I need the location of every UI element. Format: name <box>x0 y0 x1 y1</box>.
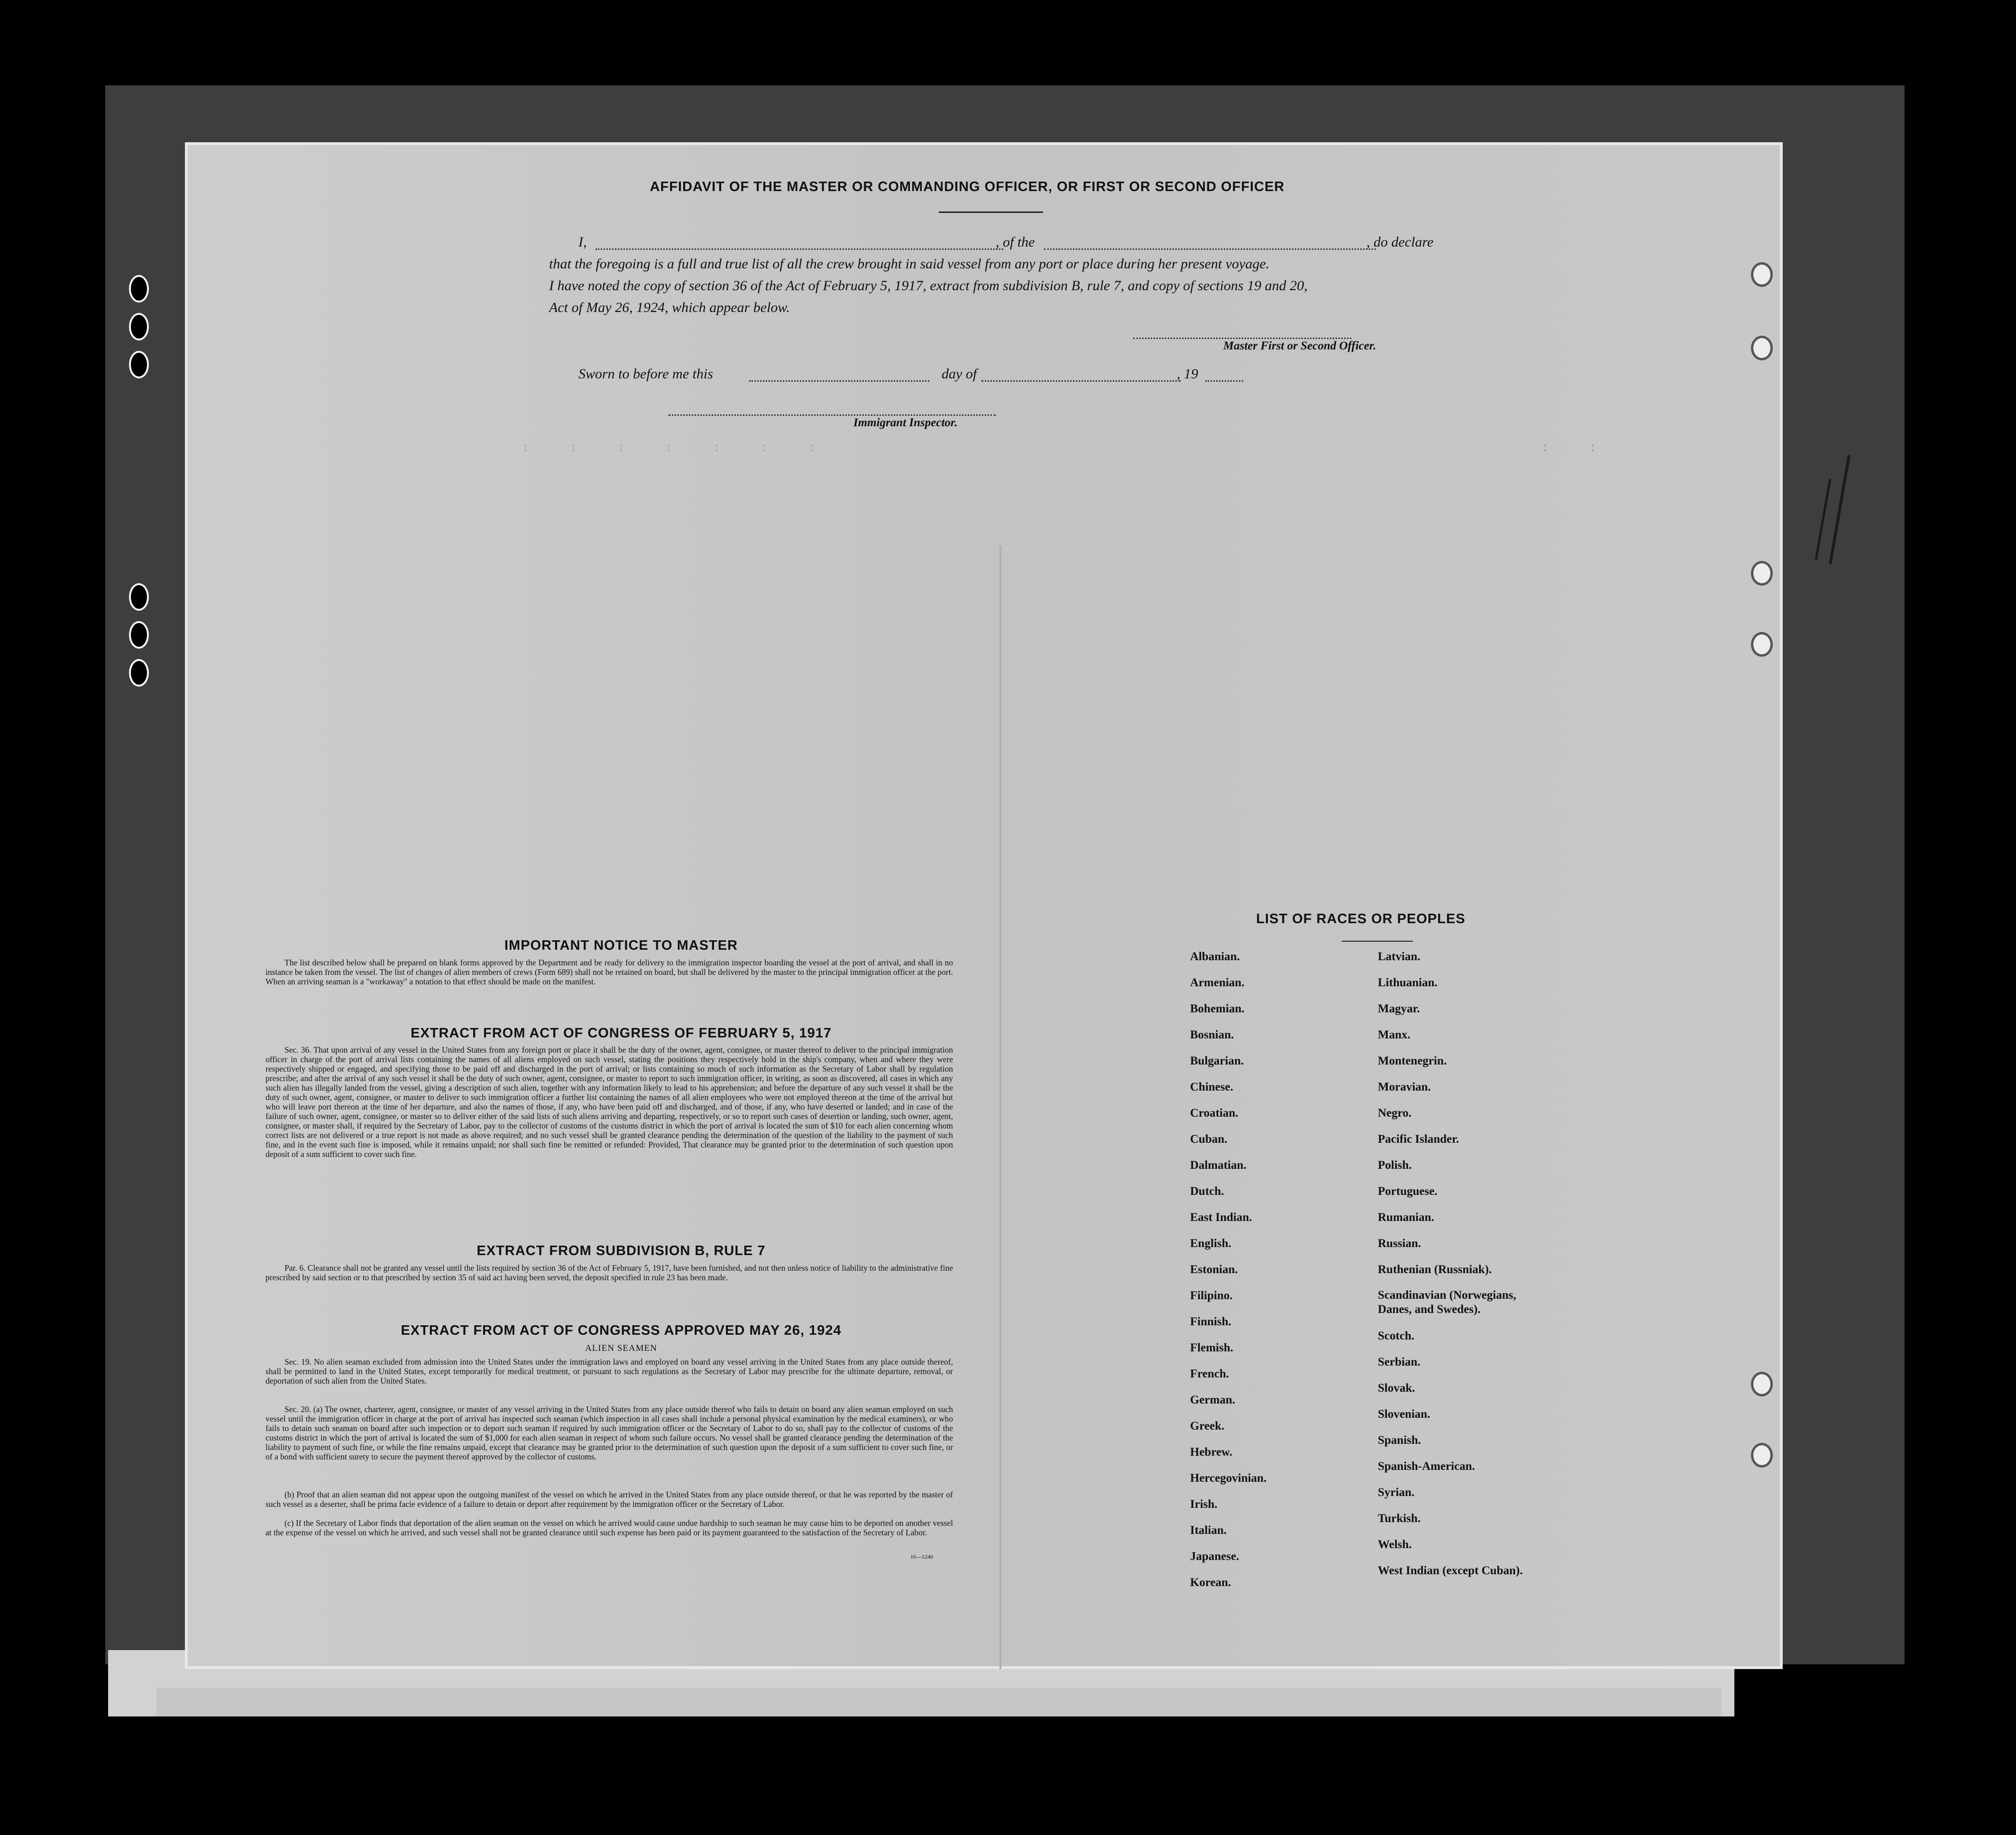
race-item: Scotch. <box>1378 1330 1415 1342</box>
form-number: 16—1240 <box>910 1553 933 1560</box>
of-the-label: , of the <box>996 234 1035 250</box>
extract1924-subtitle: ALIEN SEAMEN <box>585 1343 657 1353</box>
affidavit-line3: I have noted the copy of section 36 of the Act of February 5, 1917, extract from subdivision B, rule 7, and copy of sections 19 and 20, <box>549 278 1308 294</box>
punch-hole <box>1751 1372 1773 1396</box>
master-caption: Master First or Second Officer. <box>1223 339 1376 352</box>
master-signature-blank[interactable] <box>1133 338 1351 339</box>
title-rule <box>939 211 1043 213</box>
race-item: Negro. <box>1378 1107 1412 1119</box>
race-item: Scandinavian (Norwegians, <box>1378 1289 1516 1302</box>
race-item: Albanian. <box>1190 950 1240 963</box>
section-20b: (b) Proof that an alien seaman did not appear upon the outgoing manifest of the vessel on which he arrived in the United States from any place outside thereof, or that he was reported by the master of such vessel as a deserter, shall be prima facie evidence of a failure to detain or deport after requirement by the immigration officer or the Secretary of Labor. <box>266 1490 953 1509</box>
race-item: Dutch. <box>1190 1185 1224 1198</box>
race-item: Pacific Islander. <box>1378 1133 1459 1146</box>
race-item: Bulgarian. <box>1190 1055 1244 1067</box>
races-rule <box>1342 941 1413 942</box>
affidavit-line1 <box>578 231 1451 253</box>
race-item: West Indian (except Cuban). <box>1378 1564 1523 1577</box>
race-item: Filipino. <box>1190 1289 1233 1302</box>
month-blank[interactable] <box>981 380 1181 382</box>
sworn-line <box>578 363 1242 385</box>
i-label: I, <box>578 234 587 250</box>
race-item: Bosnian. <box>1190 1028 1234 1041</box>
race-item: Greek. <box>1190 1420 1225 1432</box>
race-item: Cuban. <box>1190 1133 1228 1146</box>
section-20a: Sec. 20. (a) The owner, charterer, agent, consignee, or master of any vessel arriving in the United States from any place outside thereof who fails to detain on board any alien seaman employed on such vessel until the immigration officer in charge at the port of arrival has inspected such seaman (which inspection in all cases shall include a personal physical examination by the medical examiners), or who fails to detain such seaman on board after such inspection or to deport such seaman if required by such immigration officer or the Secretary of Labor to do so, shall pay to the collector of customs of the customs district in which the port of arrival is located the sum of $1,000 for each alien seaman in respect of whom such failure occurs. No vessel shall be granted clearance pending the determination of the liability to payment of such fine, or while the fine remains unpaid, except that clearance may be granted prior to the determination of such question upon the deposit of a sum sufficient to cover such fine, or of a bond with sufficient surety to secure the payment thereof approved by the collector of customs. <box>266 1404 953 1461</box>
race-item: German. <box>1190 1394 1236 1406</box>
race-item: Russian. <box>1378 1237 1421 1250</box>
rule7-title: EXTRACT FROM SUBDIVISION B, RULE 7 <box>477 1243 766 1258</box>
inspector-caption: Immigrant Inspector. <box>853 416 958 429</box>
punch-hole <box>1751 632 1773 657</box>
races-title: LIST OF RACES OR PEOPLES <box>1256 911 1466 927</box>
rule7-body: Par. 6. Clearance shall not be granted any vessel until the lists required by section 36 of the Act of February 5, 1917, have been furnished, and not then unless notice of liability to the administrative fine prescribed by said section or to that prescribed by section 35 of said act having been served, the deposit specified in rule 23 has been made. <box>266 1263 953 1282</box>
year-blank[interactable] <box>1205 380 1243 382</box>
notice-title: IMPORTANT NOTICE TO MASTER <box>504 938 738 953</box>
binder-hole <box>129 621 149 649</box>
binder-hole <box>129 583 149 611</box>
year-label: , 19 <box>1177 366 1198 382</box>
race-item: Serbian. <box>1378 1356 1420 1368</box>
race-item: Polish. <box>1378 1159 1412 1172</box>
day-of-label: day of <box>942 366 977 382</box>
race-item: Turkish. <box>1378 1512 1421 1525</box>
race-item: East Indian. <box>1190 1211 1252 1224</box>
race-item: Dalmatian. <box>1190 1159 1246 1172</box>
race-item: Korean. <box>1190 1576 1231 1589</box>
race-item: Croatian. <box>1190 1107 1238 1119</box>
race-item: Hercegovinian. <box>1190 1472 1267 1485</box>
section-19: Sec. 19. No alien seaman excluded from admission into the United States under the immigration laws and employed on board any vessel arriving in the United States from any place outside thereof, shall be permitted to land in the United States, except temporarily for medical treatment, or pursuant to such regulations as the Secretary of Labor may prescribe for the ultimate departure, removal, or deportation of such alien from the United States. <box>266 1357 953 1385</box>
race-item: Finnish. <box>1190 1315 1231 1328</box>
pencil-mark <box>1802 450 1868 574</box>
page-fold <box>999 545 1001 1669</box>
affidavit-title: AFFIDAVIT OF THE MASTER OR COMMANDING OFFICER, OR FIRST OR SECOND OFFICER <box>650 179 1285 194</box>
race-item: Italian. <box>1190 1524 1227 1537</box>
race-item: Syrian. <box>1378 1486 1415 1499</box>
rear-sheet-edge <box>156 1688 1721 1716</box>
extract1917-title: EXTRACT FROM ACT OF CONGRESS OF FEBRUARY 5, 1917 <box>410 1026 832 1041</box>
race-item: Spanish-American. <box>1378 1460 1475 1473</box>
race-item: Estonian. <box>1190 1263 1238 1276</box>
section-20c: (c) If the Secretary of Labor finds that deportation of the alien seaman on the vessel on which he arrived would cause undue hardship to such seaman he may cause him to be deported on another vessel at the expense of the vessel on which he arrived, and such vessel shall not be granted clearance until such expense has been paid or its payment guaranteed to the satisfaction of the Secretary of Labor. <box>266 1518 953 1537</box>
name-blank[interactable] <box>596 248 1003 250</box>
race-item: Manx. <box>1378 1028 1411 1041</box>
race-item: Hebrew. <box>1190 1446 1233 1459</box>
sworn-label: Sworn to before me this <box>578 366 713 382</box>
race-item: Irish. <box>1190 1498 1218 1511</box>
race-item: Welsh. <box>1378 1538 1412 1551</box>
vessel-blank[interactable] <box>1044 248 1376 250</box>
binder-hole <box>129 275 149 303</box>
race-item: Latvian. <box>1378 950 1420 963</box>
punch-hole <box>1751 1443 1773 1468</box>
punch-hole <box>1751 336 1773 360</box>
show-through-text: : : <box>1541 441 1597 456</box>
notice-body: The list described below shall be prepared on blank forms approved by the Department and be ready for delivery to the immigration inspector boarding the vessel at the port of arrival, and shall in no instance be taken from the vessel. The list of changes of alien members of crews (Form 689) shall not be retained on board, but shall be delivered by the master to the principal immigration officer at the port. When an arriving seaman is a "workaway" a notation to that effect should be made on the manifest. <box>266 958 953 986</box>
race-item: Magyar. <box>1378 1002 1420 1015</box>
race-item: Rumanian. <box>1378 1211 1434 1224</box>
binder-hole <box>129 313 149 340</box>
race-item: Bohemian. <box>1190 1002 1245 1015</box>
race-item: Chinese. <box>1190 1081 1233 1093</box>
race-item: Slovenian. <box>1378 1408 1430 1421</box>
affidavit-line4: Act of May 26, 1924, which appear below. <box>549 300 790 315</box>
race-item: Ruthenian (Russniak). <box>1378 1263 1492 1276</box>
race-item: Armenian. <box>1190 976 1245 989</box>
race-item: Japanese. <box>1190 1550 1239 1563</box>
race-item: Flemish. <box>1190 1341 1233 1354</box>
race-item: Lithuanian. <box>1378 976 1438 989</box>
binder-hole <box>129 351 149 378</box>
punch-hole <box>1751 561 1773 586</box>
binder-hole <box>129 659 149 687</box>
race-item: Spanish. <box>1378 1434 1421 1447</box>
race-item: Danes, and Swedes). <box>1378 1303 1481 1316</box>
do-declare-label: , do declare <box>1366 234 1434 250</box>
show-through-text: : : : : : : : <box>522 441 816 456</box>
inspector-signature-blank[interactable] <box>669 414 996 416</box>
affidavit-line2: that the foregoing is a full and true list of all the crew brought in said vessel from any port or place during her present voyage. <box>549 256 1270 272</box>
race-item: English. <box>1190 1237 1231 1250</box>
race-item: Moravian. <box>1378 1081 1431 1093</box>
races-right-column <box>1378 944 1643 1584</box>
race-item: Slovak. <box>1378 1382 1415 1395</box>
punch-hole <box>1751 262 1773 287</box>
race-item: French. <box>1190 1367 1229 1380</box>
race-item: Montenegrin. <box>1378 1055 1447 1067</box>
race-item: Portuguese. <box>1378 1185 1438 1198</box>
extract1924-title: EXTRACT FROM ACT OF CONGRESS APPROVED MAY 26, 1924 <box>401 1323 842 1338</box>
extract1917-body: Sec. 36. That upon arrival of any vessel in the United States from any foreign port or place it shall be the duty of the owner, agent, consignee, or master thereof to deliver to the principal immigration officer in charge of the port of arrival lists containing the names of all aliens employed on such vessel, stating the positions they respectively hold in the ship's company, when and where they were respectively shipped or engaged, and specifying those to be paid off and discharged in the port of arrival; or lists containing so much of such information as the Secretary of Labor shall by regulation prescribe; and after the arrival of any such vessel it shall be the duty of such owner, agent, consignee, or master to report to such immigration officer, in writing, as soon as discovered, all cases in which any such alien has illegally landed from the vessel, giving a description of such alien, together with any information likely to lead to his apprehension; and before the departure of any such vessel it shall be the duty of such owner, agent, consignee, or master to deliver to such immigration officer a further list containing the names of all alien employees who were not employed thereon at the time of the arrival but who will leave port thereon at the time of her departure, and also the names of those, if any, who have been paid off and discharged, and of those, if any, who have deserted or landed; and in case of the failure of such owner, agent, consignee, or master so to deliver either of the said lists of such aliens arriving and departing, respectively, or so to report such cases of desertion or landing, such owner, agent, consignee, or master shall, if required by the Secretary of Labor, pay to the collector of customs of the customs district in which the port of arrival is located the sum of $10 for each alien concerning whom correct lists are not delivered or a true report is not made as above required; and no such vessel shall be granted clearance pending the determination of the question of the liability to the payment of such fine, and in the event such fine is imposed, while it remains unpaid; nor shall such fine be remitted or refunded: Provided, That clearance may be granted prior to the determination of such question upon deposit of a sum sufficient to cover such fine. <box>266 1045 953 1159</box>
day-blank[interactable] <box>749 380 929 382</box>
